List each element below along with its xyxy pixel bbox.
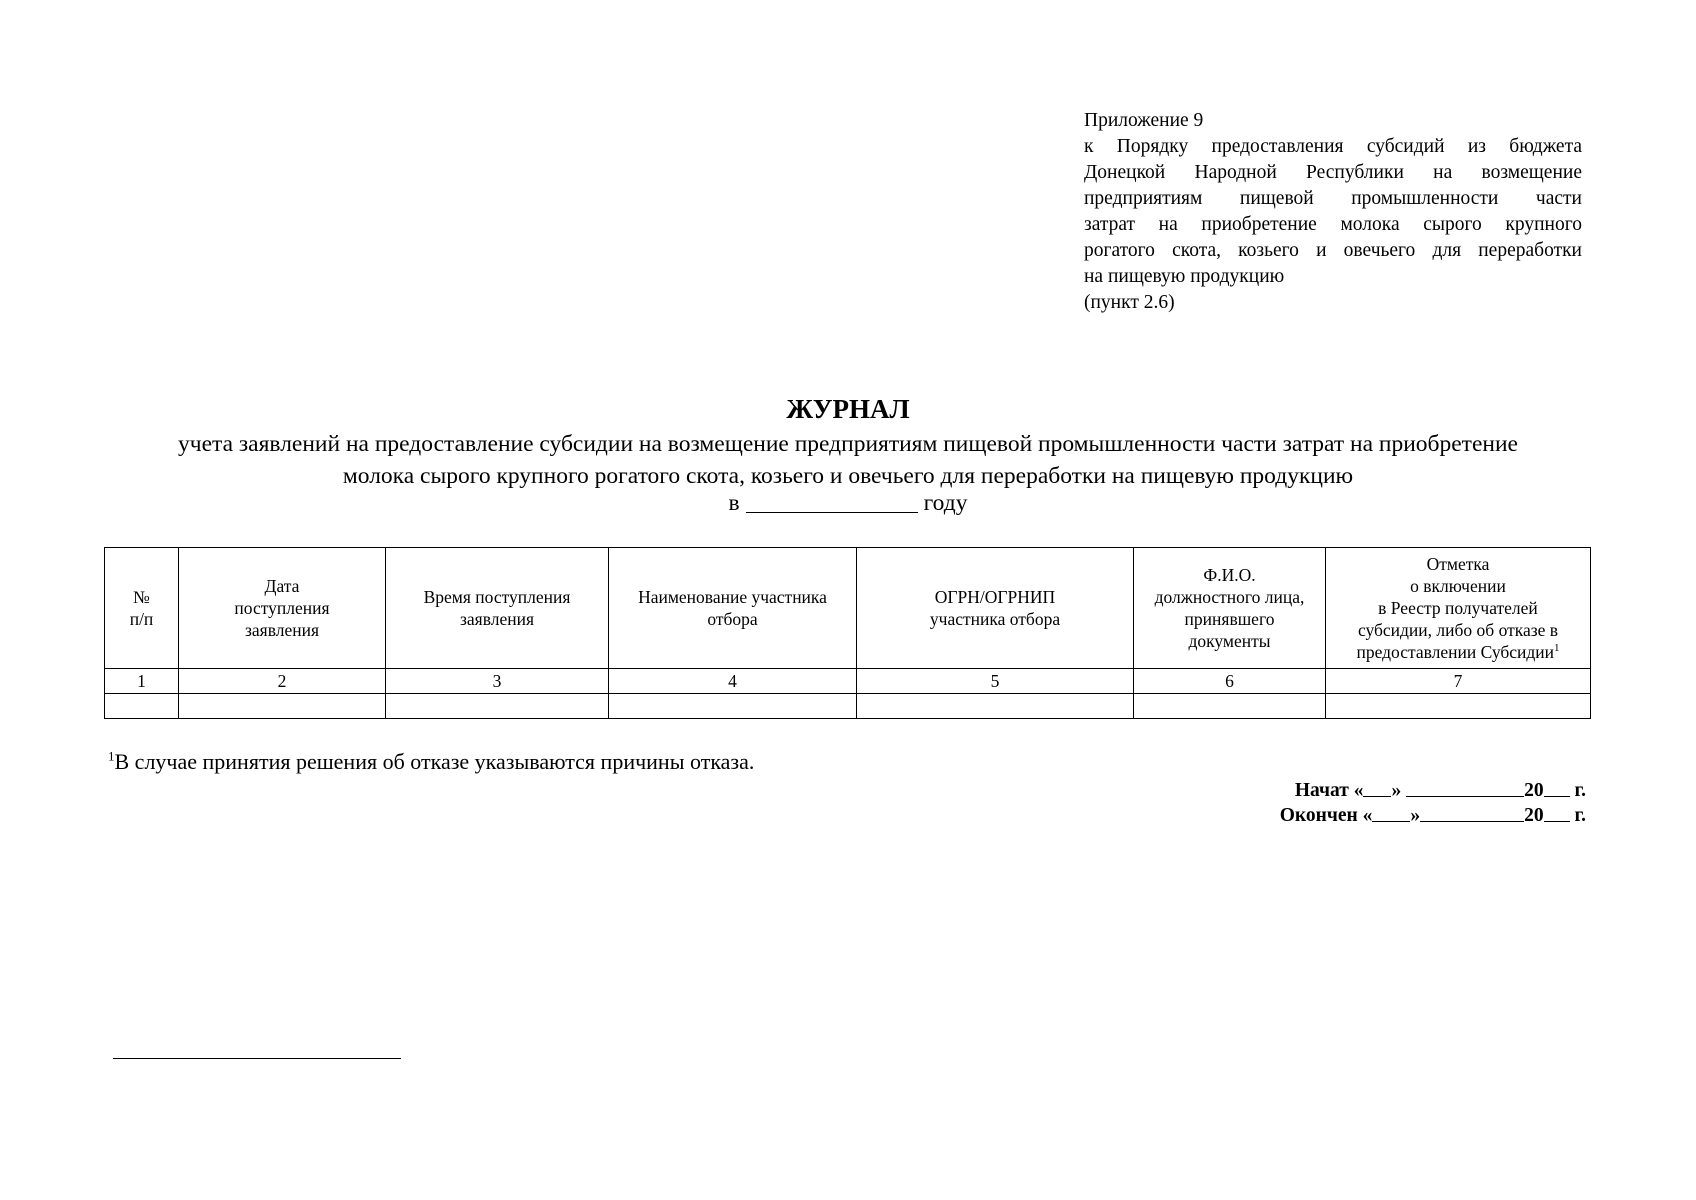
- ended-row: [1240, 803, 1586, 828]
- table-cell: [1134, 694, 1326, 719]
- appendix-label: Приложение 9: [1084, 110, 1204, 131]
- column-number: 1: [105, 669, 179, 694]
- year-suffix: году: [923, 490, 968, 516]
- table-row: [105, 694, 1591, 719]
- footnote-mark: 1: [1554, 642, 1560, 655]
- table-footnote: [108, 748, 754, 776]
- column-header: Дата поступления заявления: [179, 548, 386, 669]
- table-cell: [609, 694, 857, 719]
- column-number: 4: [609, 669, 857, 694]
- table-cell: [1326, 694, 1591, 719]
- appendix-line: на пищевую продукцию: [1084, 266, 1285, 287]
- table-cell: [857, 694, 1134, 719]
- appendix-point: (пункт 2.6): [1084, 292, 1175, 313]
- year-blank: [1544, 803, 1570, 822]
- year-suffix: г.: [1574, 780, 1586, 801]
- column-header: Отметка о включении в Реестр получателей субсидии, либо об отказе в предоставлении Субсидии$^1$: [1326, 548, 1591, 669]
- column-number-row: [105, 669, 1591, 694]
- year-blank: [746, 488, 918, 513]
- column-number: 2: [179, 669, 386, 694]
- ended-label: Окончен «: [1279, 805, 1373, 826]
- column-number: 3: [386, 669, 609, 694]
- table-cell: [179, 694, 386, 719]
- column-header: ОГРН/ОГРНИП участника отбора: [857, 548, 1134, 669]
- year-line: [0, 487, 1696, 519]
- day-blank: [1363, 778, 1391, 797]
- column-number: 6: [1134, 669, 1326, 694]
- year-blank: [1544, 778, 1570, 797]
- appendix-line: предприятиям пищевой промышленности части: [1084, 188, 1582, 209]
- day-blank: [1372, 803, 1410, 822]
- started-label: Начат «: [1294, 780, 1364, 801]
- appendix-line: затрат на приобретение молока сырого крупного: [1084, 214, 1582, 235]
- column-number: 7: [1326, 669, 1591, 694]
- year-suffix: г.: [1574, 805, 1586, 826]
- table-header-row: [105, 548, 1591, 669]
- appendix-line: Донецкой Народной Республики на возмещение: [1084, 162, 1582, 183]
- started-close: »: [1391, 780, 1402, 801]
- footnote-mark: 1: [108, 748, 115, 764]
- appendix-line: рогатого скота, козьего и овечьего для переработки: [1084, 240, 1582, 261]
- ended-close: »: [1410, 805, 1421, 826]
- appendix-block: [1084, 108, 1582, 316]
- year-prefix: в: [728, 490, 740, 516]
- month-blank: [1406, 778, 1524, 797]
- column-number: 5: [857, 669, 1134, 694]
- started-row: [1240, 778, 1586, 803]
- journal-table: [104, 547, 1591, 719]
- footnote-text: В случае принятия решения об отказе указываются причины отказа.: [114, 749, 755, 774]
- table-cell: [386, 694, 609, 719]
- year-prefix: 20: [1524, 780, 1544, 801]
- column-header: Наименование участника отбора: [609, 548, 857, 669]
- footnote-separator: [113, 1058, 401, 1059]
- month-blank: [1420, 803, 1524, 822]
- column-header: № п/п: [105, 548, 179, 669]
- column-header: Ф.И.О. должностного лица, принявшего документы: [1134, 548, 1326, 669]
- document-subtitle: учета заявлений на предоставление субсидии на возмещение предприятиям пищевой промышленности части затрат на приобретение молока сырого крупного рогатого скота, козьего и овечьего для переработки на пищевую продукцию: [178, 431, 1518, 489]
- document-title: ЖУРНАЛ: [786, 394, 910, 424]
- table-cell: [105, 694, 179, 719]
- journal-dates: [1240, 778, 1586, 828]
- year-prefix: 20: [1524, 805, 1544, 826]
- appendix-line: к Порядку предоставления субсидий из бюджета: [1084, 136, 1582, 157]
- column-header: Время поступления заявления: [386, 548, 609, 669]
